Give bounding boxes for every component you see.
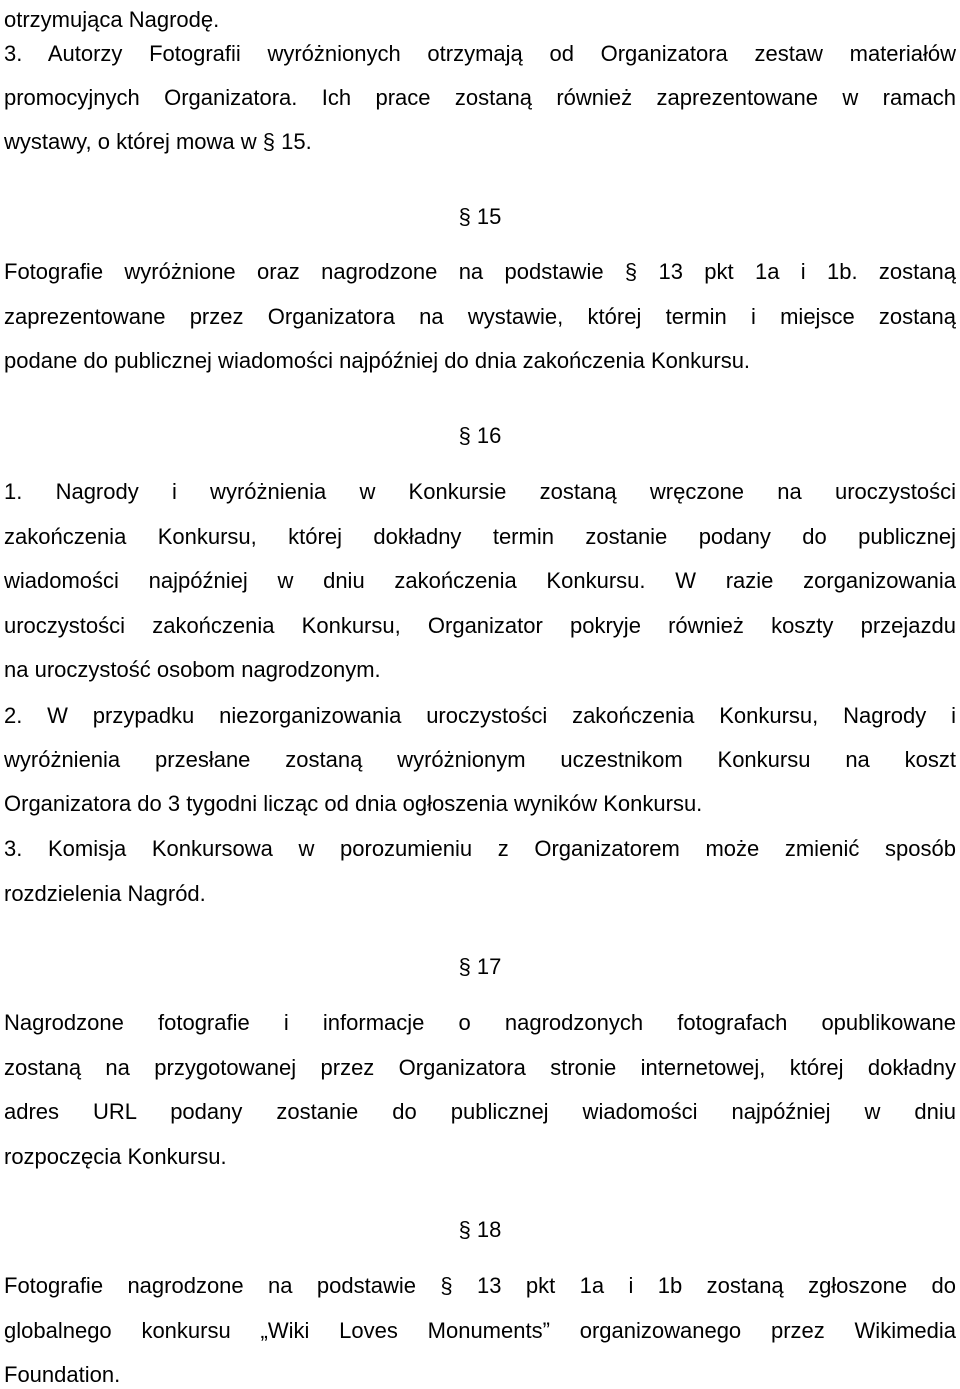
text-line: rozpoczęcia Konkursu. [4, 1144, 227, 1169]
text-line: 3. Komisja Konkursowa w porozumieniu z Organizatorem może zmienić sposób [4, 836, 956, 861]
text-line: 1. Nagrody i wyróżnienia w Konkursie zostaną wręczone na uroczystości [4, 479, 956, 504]
text-line: zakończenia Konkursu, której dokładny termin zostanie podany do publicznej [4, 524, 956, 549]
text-line: wyróżnienia przesłane zostaną wyróżnionym uczestnikom Konkursu na koszt [4, 747, 956, 772]
text-line: uroczystości zakończenia Konkursu, Organizator pokryje również koszty przejazdu [4, 613, 956, 638]
section-heading-18: § 18 [458, 1217, 502, 1242]
text-line: promocyjnych Organizatora. Ich prace zostaną również zaprezentowane w ramach [4, 85, 956, 110]
text-line: 3. Autorzy Fotografii wyróżnionych otrzymają od Organizatora zestaw materiałów [4, 41, 956, 66]
text-line: rozdzielenia Nagród. [4, 881, 206, 906]
text-line: wystawy, o której mowa w § 15. [4, 129, 312, 154]
text-line: Organizatora do 3 tygodni licząc od dnia ogłoszenia wyników Konkursu. [4, 791, 703, 816]
text-line: Fotografie nagrodzone na podstawie § 13 pkt 1a i 1b zostaną zgłoszone do [4, 1273, 956, 1298]
section-heading-17: § 17 [458, 954, 502, 979]
text-line: na uroczystość osobom nagrodzonym. [4, 657, 381, 682]
text-line: zaprezentowane przez Organizatora na wystawie, której termin i miejsce zostaną [4, 304, 956, 329]
text-line: Fotografie wyróżnione oraz nagrodzone na podstawie § 13 pkt 1a i 1b. zostaną [4, 259, 956, 284]
text-line: adres URL podany zostanie do publicznej wiadomości najpóźniej w dniu [4, 1099, 956, 1124]
text-line: podane do publicznej wiadomości najpóźniej do dnia zakończenia Konkursu. [4, 348, 751, 373]
text-line: wiadomości najpóźniej w dniu zakończenia Konkursu. W razie zorganizowania [4, 568, 956, 593]
text-line: 2. W przypadku niezorganizowania uroczystości zakończenia Konkursu, Nagrody i [4, 703, 956, 728]
section-heading-16: § 16 [458, 423, 502, 448]
text-line: Nagrodzone fotografie i informacje o nagrodzonych fotografach opublikowane [4, 1010, 956, 1035]
text-line: Foundation. [4, 1362, 121, 1387]
text-line: globalnego konkursu „Wiki Loves Monuments” organizowanego przez Wikimedia [4, 1318, 956, 1343]
text-line: otrzymująca Nagrodę. [4, 7, 220, 32]
text-line: zostaną na przygotowanej przez Organizatora stronie internetowej, której dokładny [4, 1055, 956, 1080]
section-heading-15: § 15 [458, 204, 502, 229]
